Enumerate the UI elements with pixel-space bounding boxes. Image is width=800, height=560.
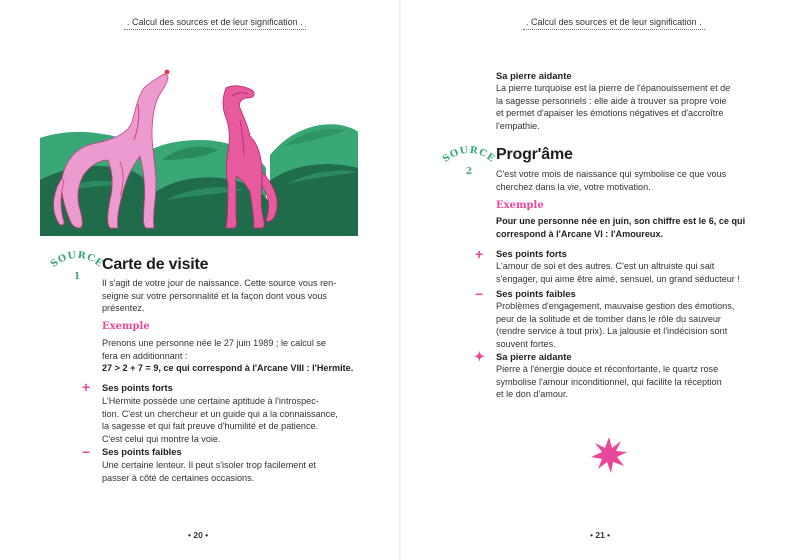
pierre-text: La pierre turquoise est la pierre de l'épanouissement et de la sagesse personnels : elle aide à trouver sa propre voie et permet d'apaiser les émotions négatives et d'accroître l'empathie. xyxy=(496,83,731,131)
source-badge-number: 1 xyxy=(73,272,81,282)
running-title: . Calcul des sources et de leur signification . xyxy=(124,17,306,30)
intro-text: C'est votre mois de naissance qui symbolise ce que vous cherchez dans la vie, votre motivation. xyxy=(496,169,727,192)
minus-marker: − xyxy=(475,286,484,302)
page-number: • 20 • xyxy=(188,530,209,540)
minus-marker: − xyxy=(82,444,91,460)
faibles-title: Ses points faibles xyxy=(496,288,576,299)
right-page xyxy=(400,0,800,560)
forts-title: Ses points forts xyxy=(496,248,567,259)
forts-title: Ses points forts xyxy=(102,382,173,393)
sparkle-icon: ✦ xyxy=(474,349,485,364)
pierre-text: Pierre à l'énergie douce et réconfortante, le quartz rose symbolise l'amour inconditionnel, qui facilite la réception et le don d'amour. xyxy=(496,364,722,399)
faibles-text: Problèmes d'engagement, mauvaise gestion des émotions, peur de la solitude et de tomber dans le rôle du sauveur (rendre service à tout prix). La jalousie et l'indécision sont souvent fortes. xyxy=(496,301,735,349)
section-title: Progr'âme xyxy=(496,146,573,163)
svg-text:SOURCE xyxy=(49,250,106,270)
exemple-label: Exemple xyxy=(496,200,544,211)
section-title: Carte de visite xyxy=(102,256,209,273)
svg-text:SOURCE xyxy=(441,145,498,165)
running-title: . Calcul des sources et de leur signification . xyxy=(523,17,705,30)
faibles-title: Ses points faibles xyxy=(102,446,182,457)
forts-text: L'Hermite possède une certaine aptitude à l'introspec- tion. C'est un chercheur et un guide qui a la connaissance, la sagesse et qui fait preuve d'humilité et de patience. C'est celui qui montre la voie. xyxy=(102,396,338,444)
plus-marker: + xyxy=(82,379,91,395)
source-badge-1 xyxy=(48,245,106,285)
pierre-title: Sa pierre aidante xyxy=(496,351,572,362)
forts-text: L'amour de soi et des autres. C'est un altruiste qui sait s'engager, qui aime être aimé, sensuel, un grand séducteur ! xyxy=(496,261,740,284)
intro-text: Il s'agit de votre jour de naissance. Cette source vous ren- seigne sur votre personnalité et la façon dont vous vous présentez. xyxy=(102,278,337,313)
exemple-label: Exemple xyxy=(102,321,150,332)
pierre-title: Sa pierre aidante xyxy=(496,70,572,81)
pink-starburst-icon xyxy=(590,436,628,474)
source-badge-number: 2 xyxy=(465,167,473,177)
page-number: • 21 • xyxy=(590,530,611,540)
source-badge-2 xyxy=(440,140,498,180)
plus-marker: + xyxy=(475,246,484,262)
faibles-text: Une certaine lenteur. Il peut s'isoler trop facilement et passer à côté de certaines occasions. xyxy=(102,460,317,483)
source-badge-word: SOURCE xyxy=(48,249,106,270)
source-badge-word: SOURCE xyxy=(440,144,498,165)
greyhounds-illustration xyxy=(40,60,358,236)
exemple-text: Prenons une personne née le 27 juin 1989 ; le calcul se fera en additionnant : 27 > 2 + 7 = 9, ce qui correspond à l'Arcane VIII : l'Hermite. xyxy=(102,338,354,373)
exemple-text: Pour une personne née en juin, son chiffre est le 6, ce qui correspond à l'Arcane VI : l'Amoureux. xyxy=(496,216,746,239)
